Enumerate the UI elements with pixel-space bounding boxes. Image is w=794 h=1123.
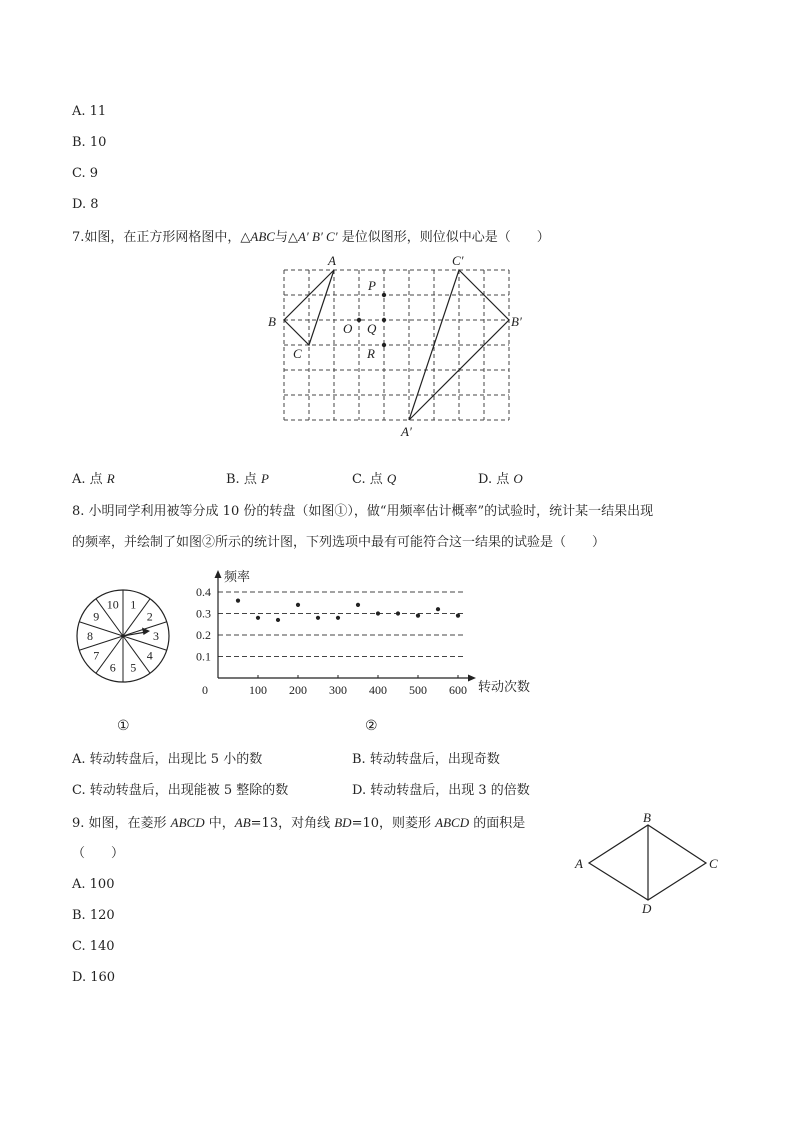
q7-text-a: 如图，在正方形网格图中，△ [84, 230, 251, 245]
q9-text-f: BD [334, 815, 352, 830]
q7-number: 7. [72, 230, 85, 245]
rhombus-label-c: C [709, 856, 718, 871]
label-p: P [368, 278, 376, 293]
rhombus-figure [570, 810, 725, 920]
q8-option-d: D. 转动转盘后，出现 3 的倍数 [352, 783, 530, 798]
q8-option-b: B. 转动转盘后，出现奇数 [352, 752, 500, 767]
q7-option-c [352, 471, 396, 488]
q7-text-b: 与△ [274, 230, 298, 245]
q9-text-e: =13，对角线 [250, 816, 335, 831]
chart-x-tick-label: 400 [369, 683, 387, 697]
q8-stem-line2: 的频率，并绘制了如图②所示的统计图，下列选项中最有可能符合这一结果的试验是（ ） [72, 535, 606, 550]
q9-option-d: D. 160 [72, 970, 116, 985]
chart-point [316, 616, 320, 620]
point-o-dot [357, 318, 361, 322]
q7-option-c-var: Q [386, 471, 397, 486]
spinner-label: 10 [106, 597, 119, 612]
q7-text-c: 是位似图形，则位似中心是（ ） [337, 230, 550, 245]
label-a-prime: A′ [401, 424, 412, 439]
chart-point [336, 616, 340, 620]
spinner-label: 5 [130, 660, 137, 675]
q9-text-c: 中， [204, 816, 235, 831]
chart-y-tick-label: 0.4 [196, 585, 211, 599]
point-p-dot [382, 293, 386, 297]
fig1-label: ① [117, 718, 130, 734]
q9-text-h: ABCD [435, 815, 470, 830]
q7-option-b-prefix: B. 点 [226, 472, 261, 487]
rhombus-label-d: D [642, 901, 652, 916]
q9-option-a: A. 100 [72, 877, 115, 892]
spinner-label: 3 [153, 629, 159, 643]
q7-option-d-var: O [513, 471, 523, 486]
chart-origin-label: 0 [202, 683, 208, 697]
chart-point [276, 618, 280, 622]
chart-x-tick-label: 200 [289, 683, 307, 697]
chart-y-tick-label: 0.3 [196, 606, 211, 621]
frequency-scatter-chart [185, 568, 545, 698]
chart-point [396, 611, 400, 615]
chart-point [416, 614, 420, 618]
q9-option-b: B. 120 [72, 908, 115, 923]
spinner-divider [79, 622, 123, 636]
spinner-divider [123, 636, 167, 650]
rhombus-label-a: A [575, 856, 583, 871]
label-c: C [293, 346, 302, 361]
spinner-divider [79, 636, 123, 650]
label-r: R [367, 346, 375, 361]
spinner-figure [75, 588, 175, 688]
spinner-label: 1 [130, 597, 137, 612]
q7-option-a [72, 471, 115, 488]
chart-x-axis-label: 转动次数 [478, 679, 531, 694]
q7-option-d-prefix: D. 点 [478, 472, 514, 487]
q7-option-d [478, 471, 523, 488]
q9-text-a: 9. 如图，在菱形 [72, 816, 171, 831]
spinner-label: 2 [146, 609, 153, 624]
q7-option-b-var: P [260, 471, 269, 486]
label-b-prime: B′ [511, 314, 522, 329]
q9-text-g: =10，则菱形 [351, 816, 436, 831]
chart-x-tick-label: 100 [249, 683, 267, 697]
q9-text-i: 的面积是 [469, 816, 526, 831]
chart-point [436, 607, 440, 611]
q6-option-b: B. 10 [72, 135, 107, 150]
q9-text-d: AB [234, 815, 251, 830]
point-r-dot [382, 343, 386, 347]
fig2-label: ② [365, 718, 378, 734]
point-q-dot [382, 318, 386, 322]
q9-option-c: C. 140 [72, 939, 115, 954]
spinner-label: 8 [87, 629, 93, 643]
chart-point [256, 616, 260, 620]
q7-triangle-abc-prime: A′ B′ C′ [297, 229, 338, 244]
spinner-label: 4 [146, 648, 153, 663]
chart-point [456, 614, 460, 618]
spinner-label: 9 [93, 609, 100, 624]
q8-stem-line1: 8. 小明同学利用被等分成 10 份的转盘（如图①），做“用频率估计概率”的试验时，统计某一结果出现 [72, 504, 654, 519]
chart-y-tick-label: 0.2 [196, 628, 211, 642]
spinner-label: 6 [109, 660, 116, 675]
chart-point [356, 603, 360, 607]
q7-stem [72, 229, 550, 246]
chart-x-tick-label: 300 [329, 683, 347, 697]
label-q: Q [367, 321, 377, 336]
chart-x-tick-label: 500 [409, 683, 427, 697]
label-o: O [343, 321, 353, 336]
rhombus-label-b: B [643, 810, 651, 825]
q8-option-a: A. 转动转盘后，出现比 5 小的数 [72, 752, 263, 767]
label-b: B [268, 314, 276, 329]
q6-option-a: A. 11 [72, 104, 107, 119]
chart-x-tick-label: 600 [449, 683, 467, 697]
q7-option-b [226, 471, 269, 488]
q7-grid-figure [260, 252, 540, 442]
q9-text-b: ABCD [170, 815, 205, 830]
label-c-prime: C′ [452, 253, 464, 268]
q6-option-c: C. 9 [72, 166, 99, 181]
spinner-label: 7 [93, 648, 100, 663]
q9-stem-line2: （ ） [72, 846, 125, 861]
q6-option-d: D. 8 [72, 197, 99, 212]
chart-point [236, 599, 240, 603]
q7-option-a-prefix: A. 点 [72, 472, 107, 487]
chart-point [296, 603, 300, 607]
q7-option-c-prefix: C. 点 [352, 472, 387, 487]
q8-option-c: C. 转动转盘后，出现能被 5 整除的数 [72, 783, 289, 798]
label-a: A [328, 253, 336, 268]
q7-triangle-abc: ABC [250, 229, 275, 244]
chart-y-tick-label: 0.1 [196, 649, 211, 664]
chart-x-arrow [468, 675, 476, 682]
q9-stem-line1 [72, 815, 525, 832]
chart-point [376, 611, 380, 615]
chart-y-axis-label: 频率 [224, 569, 251, 584]
q7-option-a-var: R [106, 471, 115, 486]
chart-y-arrow [215, 570, 222, 578]
